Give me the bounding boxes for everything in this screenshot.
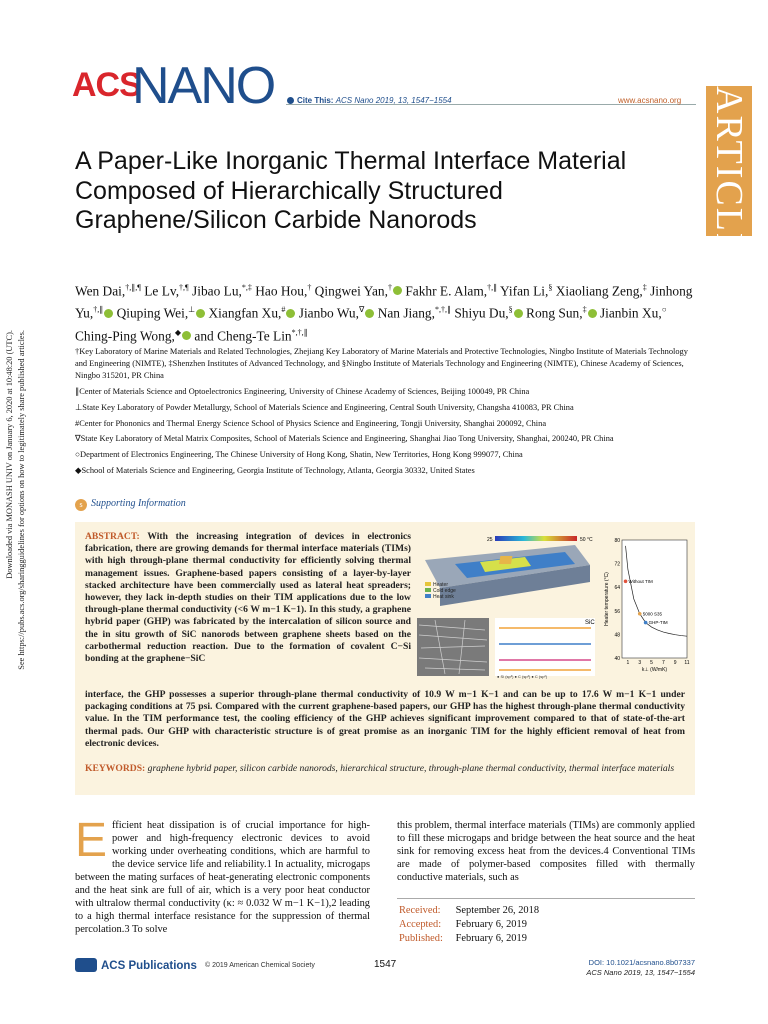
orcid-icon[interactable] — [196, 309, 205, 318]
author-affiliation-marks: *,†,∥ — [434, 305, 451, 315]
author-affiliation-marks: § — [548, 283, 553, 292]
supporting-info-icon: s — [75, 499, 87, 511]
author-name[interactable]: Shiyu Du, — [454, 305, 509, 321]
body-column-1 — [75, 814, 370, 936]
affiliation-item: ◆School of Materials Science and Engineering, Georgia Institute of Technology, Atlanta, Georgia 30332, United States — [75, 465, 475, 475]
keywords-label: KEYWORDS: — [85, 763, 146, 774]
cite-label: Cite This: — [297, 96, 334, 105]
author-name[interactable]: Ching-Ping Wong, — [75, 328, 175, 344]
x-tick-label: 9 — [673, 660, 677, 666]
orcid-icon[interactable] — [588, 309, 597, 318]
y-tick-label: 64 — [614, 585, 620, 592]
data-point — [638, 612, 642, 616]
toc-graphic — [415, 530, 695, 680]
y-tick-label: 48 — [614, 632, 620, 639]
copyright: © 2019 American Chemical Society — [205, 962, 315, 969]
doi-link[interactable]: DOI: 10.1021/acsnano.8b07337 — [588, 958, 695, 967]
orcid-icon[interactable] — [514, 309, 523, 318]
author-name[interactable]: Yifan Li, — [500, 283, 549, 299]
data-point — [644, 621, 648, 625]
author-affiliation-marks: ∇ — [358, 305, 365, 315]
cite-this-link[interactable] — [287, 96, 452, 105]
author-name[interactable]: Xiaoliang Zeng, — [555, 283, 643, 299]
abstract-text-2: interface, the GHP possesses a superior through-plane thermal conductivity of 10.9 W m−1 K−1 and can be up to 17.6 W m−1 K−1 under packaging conditions at 75 psi. Compared with the current graphene-based papers, our GHP has the highest through-plane thermal conductivity value. In the TIM performance test, the cooling efficiency of the GHP achieves significant improvement compared to that of state-of-the-art thermal pads. Our GHP with characteristic structure is of great promise as an inorganic TIM for the highly efficient removal of heat from electronic devices. — [85, 689, 685, 749]
received-label: Received: — [399, 905, 441, 916]
chart-frame — [622, 540, 687, 658]
keywords — [85, 763, 685, 775]
point-label: GHP-TIM — [648, 620, 668, 626]
x-tick-label: 11 — [684, 660, 690, 666]
affiliations — [75, 346, 700, 480]
temperature-colorbar — [495, 536, 577, 541]
journal-logo[interactable] — [72, 56, 282, 115]
scale-min: 25 — [487, 537, 493, 543]
cite-text: ACS Nano 2019, 13, 1547−1554 — [335, 96, 452, 105]
author-affiliation-marks: § — [508, 305, 513, 315]
point-label: 5000 S35 — [642, 611, 663, 617]
scale-max: 50 °C — [580, 537, 593, 543]
section-tab: ARTICLE — [708, 86, 750, 259]
published-row — [399, 933, 527, 944]
acs-hex-icon — [75, 958, 97, 972]
author-affiliation-marks: † — [387, 283, 392, 292]
accepted-label: Accepted: — [399, 919, 442, 930]
accepted-row — [399, 919, 527, 930]
author-affiliation-marks: ⊥ — [188, 305, 196, 315]
orcid-icon[interactable] — [365, 309, 374, 318]
orcid-icon[interactable] — [393, 286, 402, 295]
author-name[interactable]: Jianbo Wu, — [298, 305, 359, 321]
abstract-text-1 — [85, 531, 411, 665]
acs-publications-logo[interactable] — [75, 958, 197, 972]
affiliation-item: ∥Center of Materials Science and Optoelectronics Engineering, University of Chinese Academy of Sciences, Beijing 100049, PR China — [75, 387, 530, 397]
received-date: September 26, 2018 — [455, 905, 540, 916]
data-point — [624, 580, 628, 584]
author-name[interactable]: Jianbin Xu, — [599, 305, 662, 321]
heater-temperature-chart — [604, 538, 690, 673]
affiliation-item: ∇State Key Laboratory of Metal Matrix Composites, School of Materials Science and Engineering, Shanghai Jiao Tong University, Shanghai, 200240, PR China — [75, 434, 614, 444]
body-column-2: this problem, thermal interface materials (TIMs) are commonly applied to fill these microgaps and bridge between the heat source and the heat sink for removing excess heat from the devices.4 Conventional TIMs are made of polymer-based composites filled with thermally conductive materials, such as — [397, 820, 695, 883]
article-title: A Paper-Like Inorganic Thermal Interface Material Composed of Hierarchically Structured Graphene/Silicon Carbide Nanorods — [75, 147, 627, 234]
legend-heat-sink: Heat sink — [433, 594, 454, 600]
publisher-name: ACS Publications — [101, 960, 197, 972]
orcid-icon[interactable] — [286, 309, 295, 318]
sic-label: SiC — [585, 620, 595, 626]
affiliation-item: #Center for Phononics and Thermal Energy Science School of Physics Science and Engineering, Tongji University, Shanghai 200092, China — [75, 418, 547, 428]
drop-cap: E — [75, 814, 108, 867]
publication-dates — [397, 898, 695, 951]
author-name[interactable]: Xiangfan Xu, — [208, 305, 282, 321]
author-affiliation-marks: ○ — [661, 305, 667, 315]
journal-reference: ACS Nano 2019, 13, 1547−1554 — [586, 968, 695, 977]
author-name[interactable]: Qiuping Wei, — [116, 305, 189, 321]
author-name[interactable]: Qingwei Yan, — [314, 283, 388, 299]
legend-heater: Heater — [433, 582, 449, 588]
supporting-information-link[interactable] — [75, 498, 186, 511]
author-name[interactable]: and Cheng-Te Lin — [194, 328, 292, 344]
page-number: 1547 — [374, 959, 397, 970]
supporting-info-label: Supporting Information — [91, 498, 186, 509]
received-row — [399, 905, 539, 916]
abstract-label: ABSTRACT: — [85, 531, 140, 542]
author-name[interactable]: Jibao Lu, — [192, 283, 242, 299]
orcid-icon[interactable] — [104, 309, 113, 318]
affiliation-item: ⊥State Key Laboratory of Powder Metallurgy, School of Materials Science and Engineering, Central South University, Changsha 410083, PR China — [75, 402, 574, 412]
y-tick-label: 72 — [614, 561, 620, 568]
author-affiliation-marks: †,∥ — [93, 305, 104, 315]
x-tick-label: 3 — [638, 660, 642, 666]
doi-block — [553, 958, 695, 978]
download-watermark — [5, 330, 35, 690]
author-name[interactable]: Wen Dai, — [75, 283, 126, 299]
y-tick-label: 40 — [614, 656, 620, 662]
author-name[interactable]: Jinhong Yu, — [75, 283, 693, 321]
affiliation-item: †Key Laboratory of Marine Materials and Related Technologies, Zhejiang Key Laboratory of Marine Materials and Protective Technologies, Ningbo Institute of Materials Technology and Engineering (NIMTE), ‡Shenzhen Institutes of Advanced Technology, and §Ningbo Institute of Materials Technology and Engineering (NIMTE), Chinese Academy of Sciences, Ningbo 315201, PR China — [75, 347, 688, 381]
author-affiliation-marks: ◆ — [174, 327, 182, 337]
author-affiliation-marks: ‡ — [642, 283, 647, 292]
author-affiliation-marks: ‡ — [582, 305, 587, 315]
affiliation-item: ○Department of Electronics Engineering, The Chinese University of Hong Kong, Shatin, New Territories, Hong Kong 999077, China — [75, 449, 523, 459]
y-axis-label: Heater temperature (°C) — [604, 572, 610, 626]
cite-icon — [287, 97, 294, 104]
author-affiliation-marks: †,¶ — [179, 283, 189, 292]
orcid-icon[interactable] — [182, 331, 191, 340]
author-affiliation-marks: †,∥,¶ — [125, 283, 141, 292]
logo-acs: ACS — [72, 66, 141, 104]
author-name[interactable]: Rong Sun, — [526, 305, 583, 321]
x-tick-label: 1 — [626, 660, 630, 666]
x-tick-label: 5 — [650, 660, 653, 666]
published-label: Published: — [399, 933, 443, 944]
author-name[interactable]: Le Lv, — [144, 283, 180, 299]
watermark-line-2: See https://pubs.acs.org/sharingguidelines for options on how to legitimately share published articles. — [17, 330, 26, 670]
abstract-part-1: With the increasing integration of devices in electronics fabrication, there are growing demands for thermal interface materials (TIMs) with high through-plane thermal conductivity for efficiently solving thermal management issues. Graphene-based papers consisting of a layer-by-layer stacked architecture have been commercially used as lateral heat spreaders; however, they lack in-depth studies on their TIM applications due to the low through-plane thermal conductivity (<6 W m−1 K−1). In this study, a graphene hybrid paper (GHP) was fabricated by the intercalation of silicon source and the in situ growth of SiC nanorods between graphene sheets based on the carbothermal reduction reaction. Due to the formation of covalent C−Si bonding at the graphene−SiC — [85, 531, 411, 665]
author-affiliation-marks: *,†,∥ — [291, 327, 308, 337]
author-list — [75, 278, 700, 345]
accepted-date: February 6, 2019 — [455, 919, 527, 930]
legend-cold-edge: Cold edge — [433, 588, 456, 594]
author-affiliation-marks: *,‡ — [241, 283, 252, 292]
author-name[interactable]: Hao Hou, — [255, 283, 308, 299]
author-affiliation-marks: # — [281, 305, 286, 315]
device-render — [425, 536, 593, 606]
logo-nano: NANO — [132, 57, 275, 115]
published-date: February 6, 2019 — [455, 933, 527, 944]
x-axis-label: k⊥ (W/mK) — [641, 667, 668, 673]
author-affiliation-marks: † — [307, 283, 312, 292]
keywords-text: graphene hybrid paper, silicon carbide nanorods, hierarchical structure, through-plane thermal conductivity, thermal interface materials — [147, 763, 675, 774]
atomic-model — [495, 618, 595, 676]
y-tick-label: 80 — [614, 538, 620, 544]
atom-legend: ● Si (sp³) ● C (sp³) ● C (sp²) — [497, 674, 548, 679]
author-name[interactable]: Fakhr E. Alam, — [405, 283, 488, 299]
watermark-line-1: Downloaded via MONASH UNIV on January 6, 2020 at 10:48:20 (UTC). — [5, 330, 14, 579]
point-label: Without TIM — [628, 578, 653, 584]
journal-website-link[interactable]: www.acsnano.org — [618, 96, 682, 105]
x-tick-label: 7 — [661, 660, 665, 666]
author-name[interactable]: Nan Jiang, — [377, 305, 435, 321]
author-affiliation-marks: †,∥ — [487, 283, 498, 292]
y-tick-label: 56 — [614, 608, 620, 615]
body-text-1: fficient heat dissipation is of crucial importance for high-power and high-frequency electronic devices to avoid working under overheating conditions, which are harmful to the device service life and reliability.1 In actuality, microgaps between the mating surfaces of heat-generating electronic components and the heat sink are full of air, which is a very poor heat conductor with ultralow thermal conductivity (κ: ≈ 0.032 W m−1 K−1),2 leading to a high thermal interface resistance for the suppression of thermal percolation.3 To solve — [75, 820, 370, 935]
